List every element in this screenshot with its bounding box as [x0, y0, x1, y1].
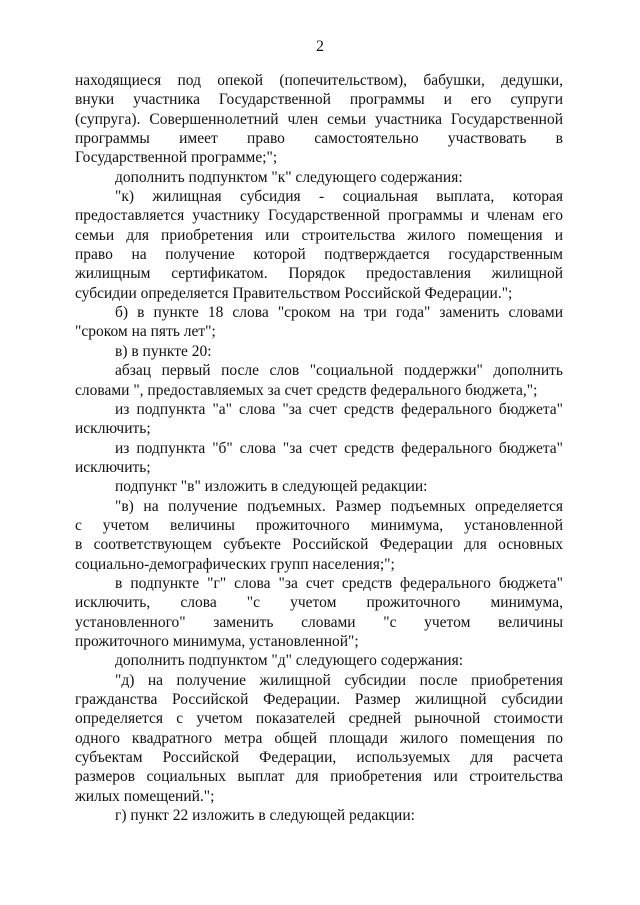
text-line: дополнить подпунктом "к" следующего содержания: — [115, 168, 463, 186]
text-line: семьи для приобретения или строительства жилого помещения и — [75, 226, 563, 244]
text-line: установленного" заменить словами "с учетом величины — [75, 613, 563, 631]
text-line: исключить; — [75, 458, 151, 476]
text-line: "д) на получение жилищной субсидии после приобретения — [115, 671, 563, 689]
text-line: программы имеет право самостоятельно участвовать в — [75, 130, 563, 148]
text-line: б) в пункте 18 слова "сроком на три года" заменить словами — [115, 304, 563, 322]
text-line: словами ", предоставляемых за счет средств федерального бюджета,"; — [75, 381, 538, 399]
text-line: из подпункта "б" слова "за счет средств федерального бюджета" — [115, 439, 563, 457]
text-line: "сроком на пять лет"; — [75, 323, 216, 341]
text-line: социально-демографических групп населения;"; — [75, 555, 395, 573]
text-line: "в) на получение подъемных. Размер подъемных определяется — [115, 497, 563, 515]
text-line: определяется с учетом показателей средней рыночной стоимости — [75, 710, 563, 728]
text-line: исключить, слова "с учетом прожиточного минимума, — [75, 594, 563, 612]
text-line: находящиеся под опекой (попечительством), бабушки, дедушки, — [75, 72, 563, 89]
text-line: внуки участника Государственной программы и его супруги — [75, 91, 563, 109]
document-body — [75, 71, 563, 825]
text-line: гражданства Российской Федерации. Размер жилищной субсидии — [75, 691, 563, 708]
text-line: прожиточного минимума, установленной"; — [75, 632, 359, 650]
text-line: дополнить подпунктом "д" следующего содержания: — [115, 652, 464, 670]
text-line: в) в пункте 20: — [115, 342, 212, 360]
text-line: субсидии определяется Правительством Российской Федерации."; — [75, 284, 513, 302]
text-line: абзац первый после слов "социальной поддержки" дополнить — [115, 362, 563, 380]
text-line: жилищным сертификатом. Порядок предоставления жилищной — [75, 265, 563, 283]
text-line: право на получение которой подтверждается государственным — [75, 246, 563, 264]
text-line: жилых помещений."; — [75, 787, 215, 805]
text-line: предоставляется участнику Государственной программы и членам его — [75, 207, 563, 225]
text-line: подпункт "в" изложить в следующей редакции: — [115, 478, 428, 496]
text-line: г) пункт 22 изложить в следующей редакции: — [115, 807, 415, 825]
text-line: размеров социальных выплат для приобретения или строительства — [75, 768, 563, 786]
page-number: 2 — [316, 38, 324, 55]
text-line: с учетом величины прожиточного минимума, установленной — [75, 516, 563, 534]
text-line: субъектам Российской Федерации, используемых для расчета — [75, 749, 563, 767]
text-line: "к) жилищная субсидия - социальная выплата, которая — [115, 188, 563, 206]
text-line: в подпункте "г" слова "за счет средств федерального бюджета" — [115, 574, 563, 592]
text-line: в соответствующем субъекте Российской Федерации для основных — [75, 536, 563, 554]
text-line: из подпункта "а" слова "за счет средств федерального бюджета" — [115, 400, 563, 418]
text-line: (супруга). Совершеннолетний член семьи участника Государственной — [75, 110, 563, 128]
text-line: Государственной программе;"; — [75, 149, 278, 167]
text-line: исключить; — [75, 420, 151, 438]
text-line: одного квадратного метра общей площади жилого помещения по — [75, 729, 563, 747]
